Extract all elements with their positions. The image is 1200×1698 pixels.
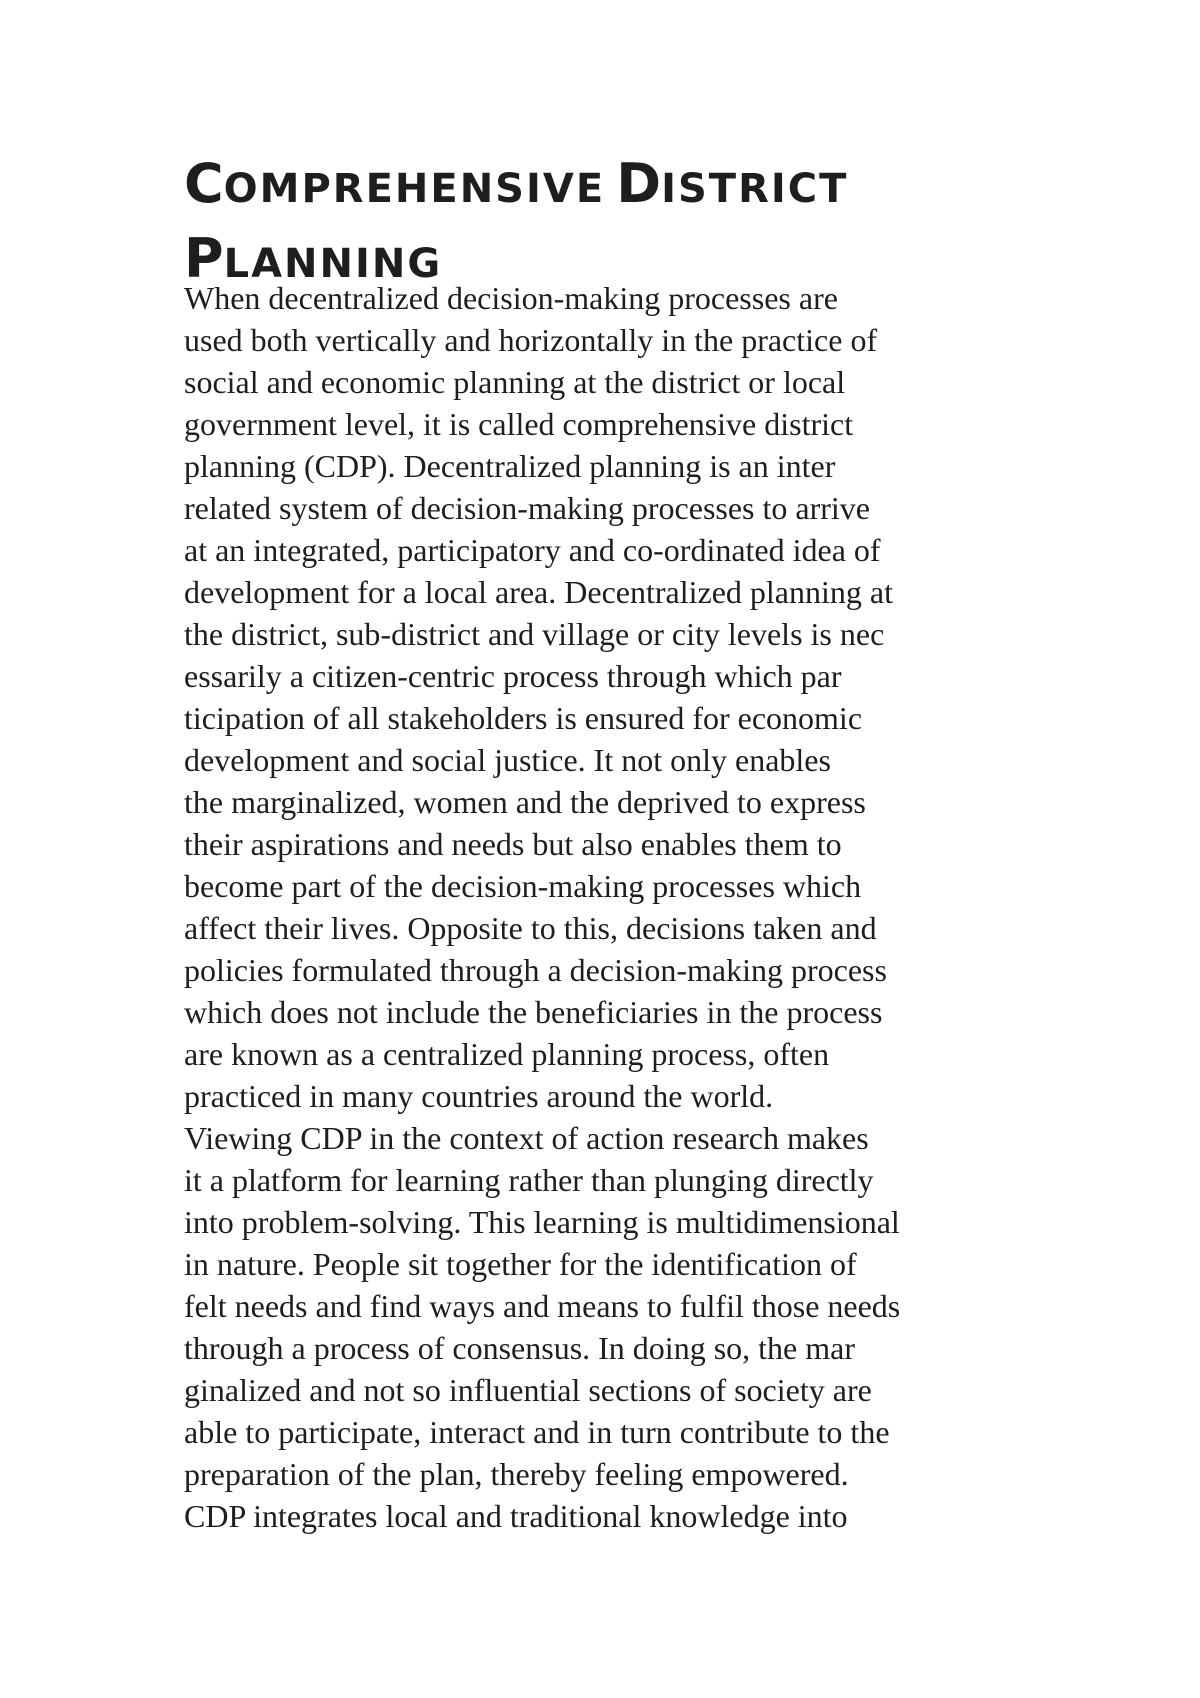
title-word: ISTRICT	[661, 166, 849, 212]
text-line: into problem-solving. This learning is multidimensional	[184, 1204, 900, 1240]
text-line: government level, it is called comprehensive district	[184, 406, 854, 442]
text-line: planning (CDP). Decentralized planning is an inter	[184, 448, 836, 484]
text-line: When decentralized decision-making processes are	[184, 280, 838, 316]
text-line: development for a local area. Decentralized planning at	[184, 574, 893, 610]
text-line: felt needs and find ways and means to fulfil those needs	[184, 1288, 901, 1324]
text-line: related system of decision-making processes to arrive	[184, 490, 870, 526]
text-line: Viewing CDP in the context of action research makes	[184, 1120, 869, 1156]
text-line: which does not include the beneficiaries in the process	[184, 994, 883, 1030]
text-line: ginalized and not so influential sections of society are	[184, 1372, 872, 1408]
title-word: LANNING	[223, 241, 443, 287]
text-line: through a process of consensus. In doing so, the mar	[184, 1330, 855, 1366]
text-line: used both vertically and horizontally in the practice of	[184, 322, 878, 358]
text-line: practiced in many countries around the world.	[184, 1078, 774, 1114]
title-line-1	[184, 150, 848, 225]
title-initial: C	[184, 152, 224, 215]
text-line: policies formulated through a decision-making process	[184, 952, 887, 988]
text-line: become part of the decision-making processes which	[184, 868, 862, 904]
text-line: social and economic planning at the district or local	[184, 364, 846, 400]
text-line: the marginalized, women and the deprived to express	[184, 784, 866, 820]
text-line: their aspirations and needs but also enables them to	[184, 826, 842, 862]
text-line: it a platform for learning rather than plunging directly	[184, 1162, 874, 1198]
text-line: essarily a citizen-centric process through which par	[184, 658, 842, 694]
title-word: OMPREHENSIVE	[223, 166, 606, 212]
title-initial: D	[616, 152, 662, 215]
body-paragraph	[184, 277, 1044, 1537]
text-line: able to participate, interact and in turn contribute to the	[184, 1414, 890, 1450]
text-line: preparation of the plan, thereby feeling empowered.	[184, 1456, 849, 1492]
text-line: development and social justice. It not only enables	[184, 742, 831, 778]
text-line: in nature. People sit together for the identification of	[184, 1246, 857, 1282]
text-line: the district, sub-district and village or city levels is nec	[184, 616, 885, 652]
text-line: at an integrated, participatory and co-ordinated idea of	[184, 532, 881, 568]
text-line: are known as a centralized planning process, often	[184, 1036, 830, 1072]
text-line: ticipation of all stakeholders is ensured for economic	[184, 700, 863, 736]
text-line: CDP integrates local and traditional knowledge into	[184, 1498, 848, 1534]
title-initial: P	[184, 227, 224, 290]
text-line: affect their lives. Opposite to this, decisions taken and	[184, 910, 877, 946]
